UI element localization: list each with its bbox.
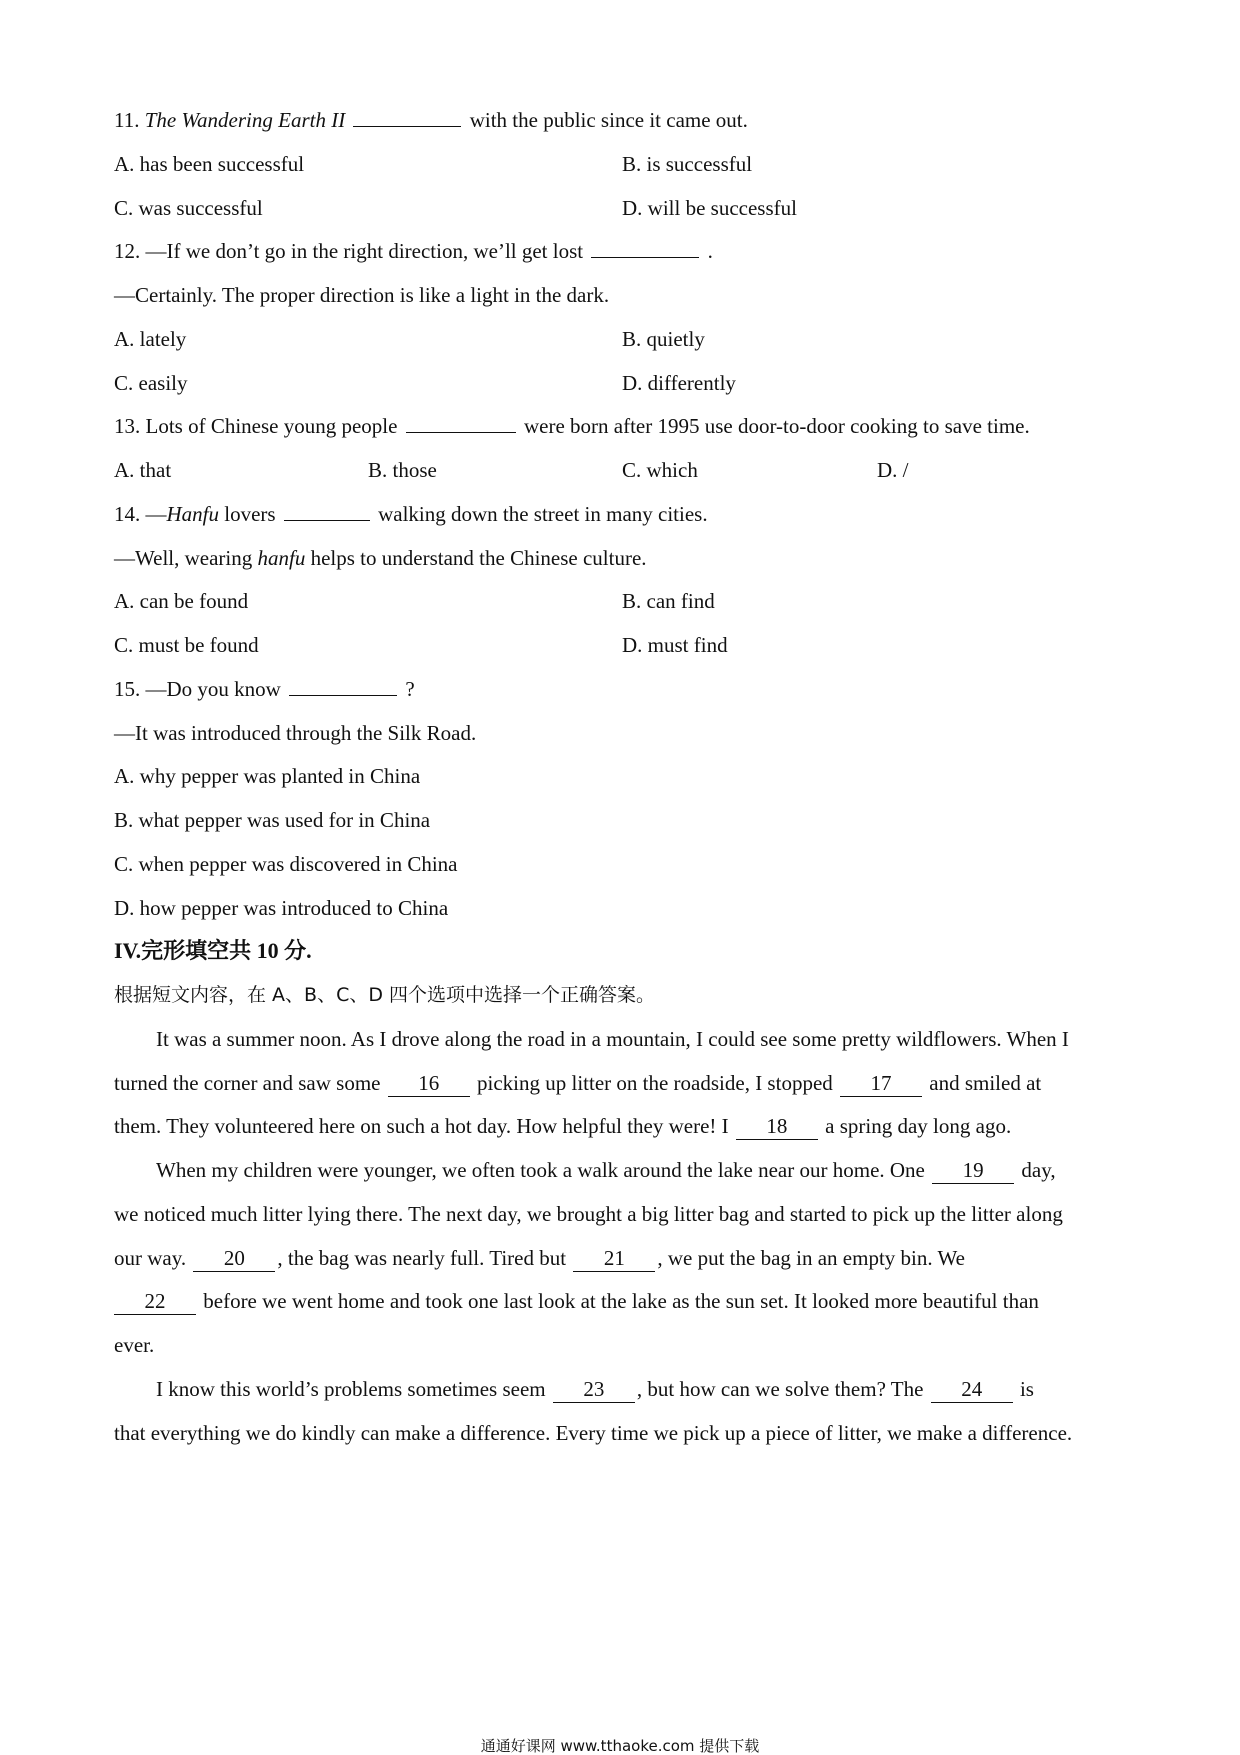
passage-line: I know this world’s problems sometimes seem 23 , but how can we solve them? The 24 is [156, 1377, 1034, 1401]
option-d: D. / [877, 458, 909, 482]
passage-line: ever. [114, 1333, 155, 1357]
option-a: A. lately [114, 327, 187, 351]
passage-line: turned the corner and saw some 16 picking up litter on the roadside, I stopped 17 and smiled at [114, 1071, 1042, 1095]
passage-line: 22 before we went home and took one last look at the lake as the sun set. It looked more beautiful than [114, 1288, 1039, 1315]
answer-blank [591, 239, 699, 258]
cloze-blank-21: 21 [573, 1245, 655, 1272]
page-footer: 通通好课网 www.tthaoke.com 提供下载 [480, 1737, 760, 1755]
option-a: A. has been successful [114, 152, 305, 176]
cloze-blank-16: 16 [388, 1070, 470, 1097]
option-a: A. why pepper was planted in China [114, 764, 421, 788]
option-a: A. that [114, 458, 172, 482]
question-12-reply: —Certainly. The proper direction is like a light in the dark. [114, 283, 610, 307]
option-b: B. quietly [622, 327, 705, 351]
cloze-blank-22: 22 [114, 1288, 196, 1315]
passage-line: that everything we do kindly can make a difference. Every time we pick up a piece of litter, we make a difference. [114, 1421, 1073, 1445]
answer-blank [289, 677, 397, 696]
question-14: 14. —Hanfu lovers walking down the street in many cities. [114, 502, 708, 526]
question-12: 12. —If we don’t go in the right direction, we’ll get lost . [114, 239, 713, 263]
question-15-reply: —It was introduced through the Silk Road. [114, 721, 477, 745]
section-instruction: 根据短文内容，在 A、B、C、D 四个选项中选择一个正确答案。 [114, 984, 656, 1006]
cloze-blank-17: 17 [840, 1070, 922, 1097]
cloze-blank-24: 24 [931, 1376, 1013, 1403]
cloze-blank-20: 20 [193, 1245, 275, 1272]
option-b: B. is successful [622, 152, 753, 176]
section-heading: IV.完形填空共 10 分. [114, 938, 312, 963]
question-13: 13. Lots of Chinese young people were born after 1995 use door-to-door cooking to save time. [114, 414, 1030, 438]
option-c: C. when pepper was discovered in China [114, 852, 458, 876]
passage-line: them. They volunteered here on such a hot day. How helpful they were! I 18 a spring day long ago. [114, 1114, 1012, 1138]
option-c: C. must be found [114, 633, 259, 657]
option-c: C. which [622, 458, 698, 482]
option-b: B. those [368, 458, 437, 482]
option-c: C. easily [114, 371, 188, 395]
option-b: B. what pepper was used for in China [114, 808, 431, 832]
passage-line: our way. 20 , the bag was nearly full. Tired but 21 , we put the bag in an empty bin. We [114, 1246, 965, 1270]
option-d: D. how pepper was introduced to China [114, 896, 449, 920]
answer-blank [353, 108, 461, 127]
question-11: 11. The Wandering Earth II with the public since it came out. [114, 108, 748, 132]
option-b: B. can find [622, 589, 715, 613]
option-a: A. can be found [114, 589, 249, 613]
question-14-reply: —Well, wearing hanfu helps to understand the Chinese culture. [114, 546, 647, 570]
cloze-blank-23: 23 [553, 1376, 635, 1403]
passage-line: When my children were younger, we often took a walk around the lake near our home. One 19 day, [156, 1158, 1056, 1182]
passage-line: It was a summer noon. As I drove along the road in a mountain, I could see some pretty wildflowers. When I [156, 1027, 1069, 1051]
answer-blank [406, 414, 516, 433]
option-d: D. differently [622, 371, 736, 395]
answer-blank [284, 502, 370, 521]
option-d: D. must find [622, 633, 728, 657]
cloze-blank-19: 19 [932, 1157, 1014, 1184]
option-c: C. was successful [114, 196, 263, 220]
movie-title: The Wandering Earth II [144, 108, 346, 132]
passage-line: we noticed much litter lying there. The next day, we brought a big litter bag and started to pick up the litter along [114, 1202, 1063, 1226]
question-15: 15. —Do you know ? [114, 677, 415, 701]
cloze-blank-18: 18 [736, 1113, 818, 1140]
option-d: D. will be successful [622, 196, 797, 220]
